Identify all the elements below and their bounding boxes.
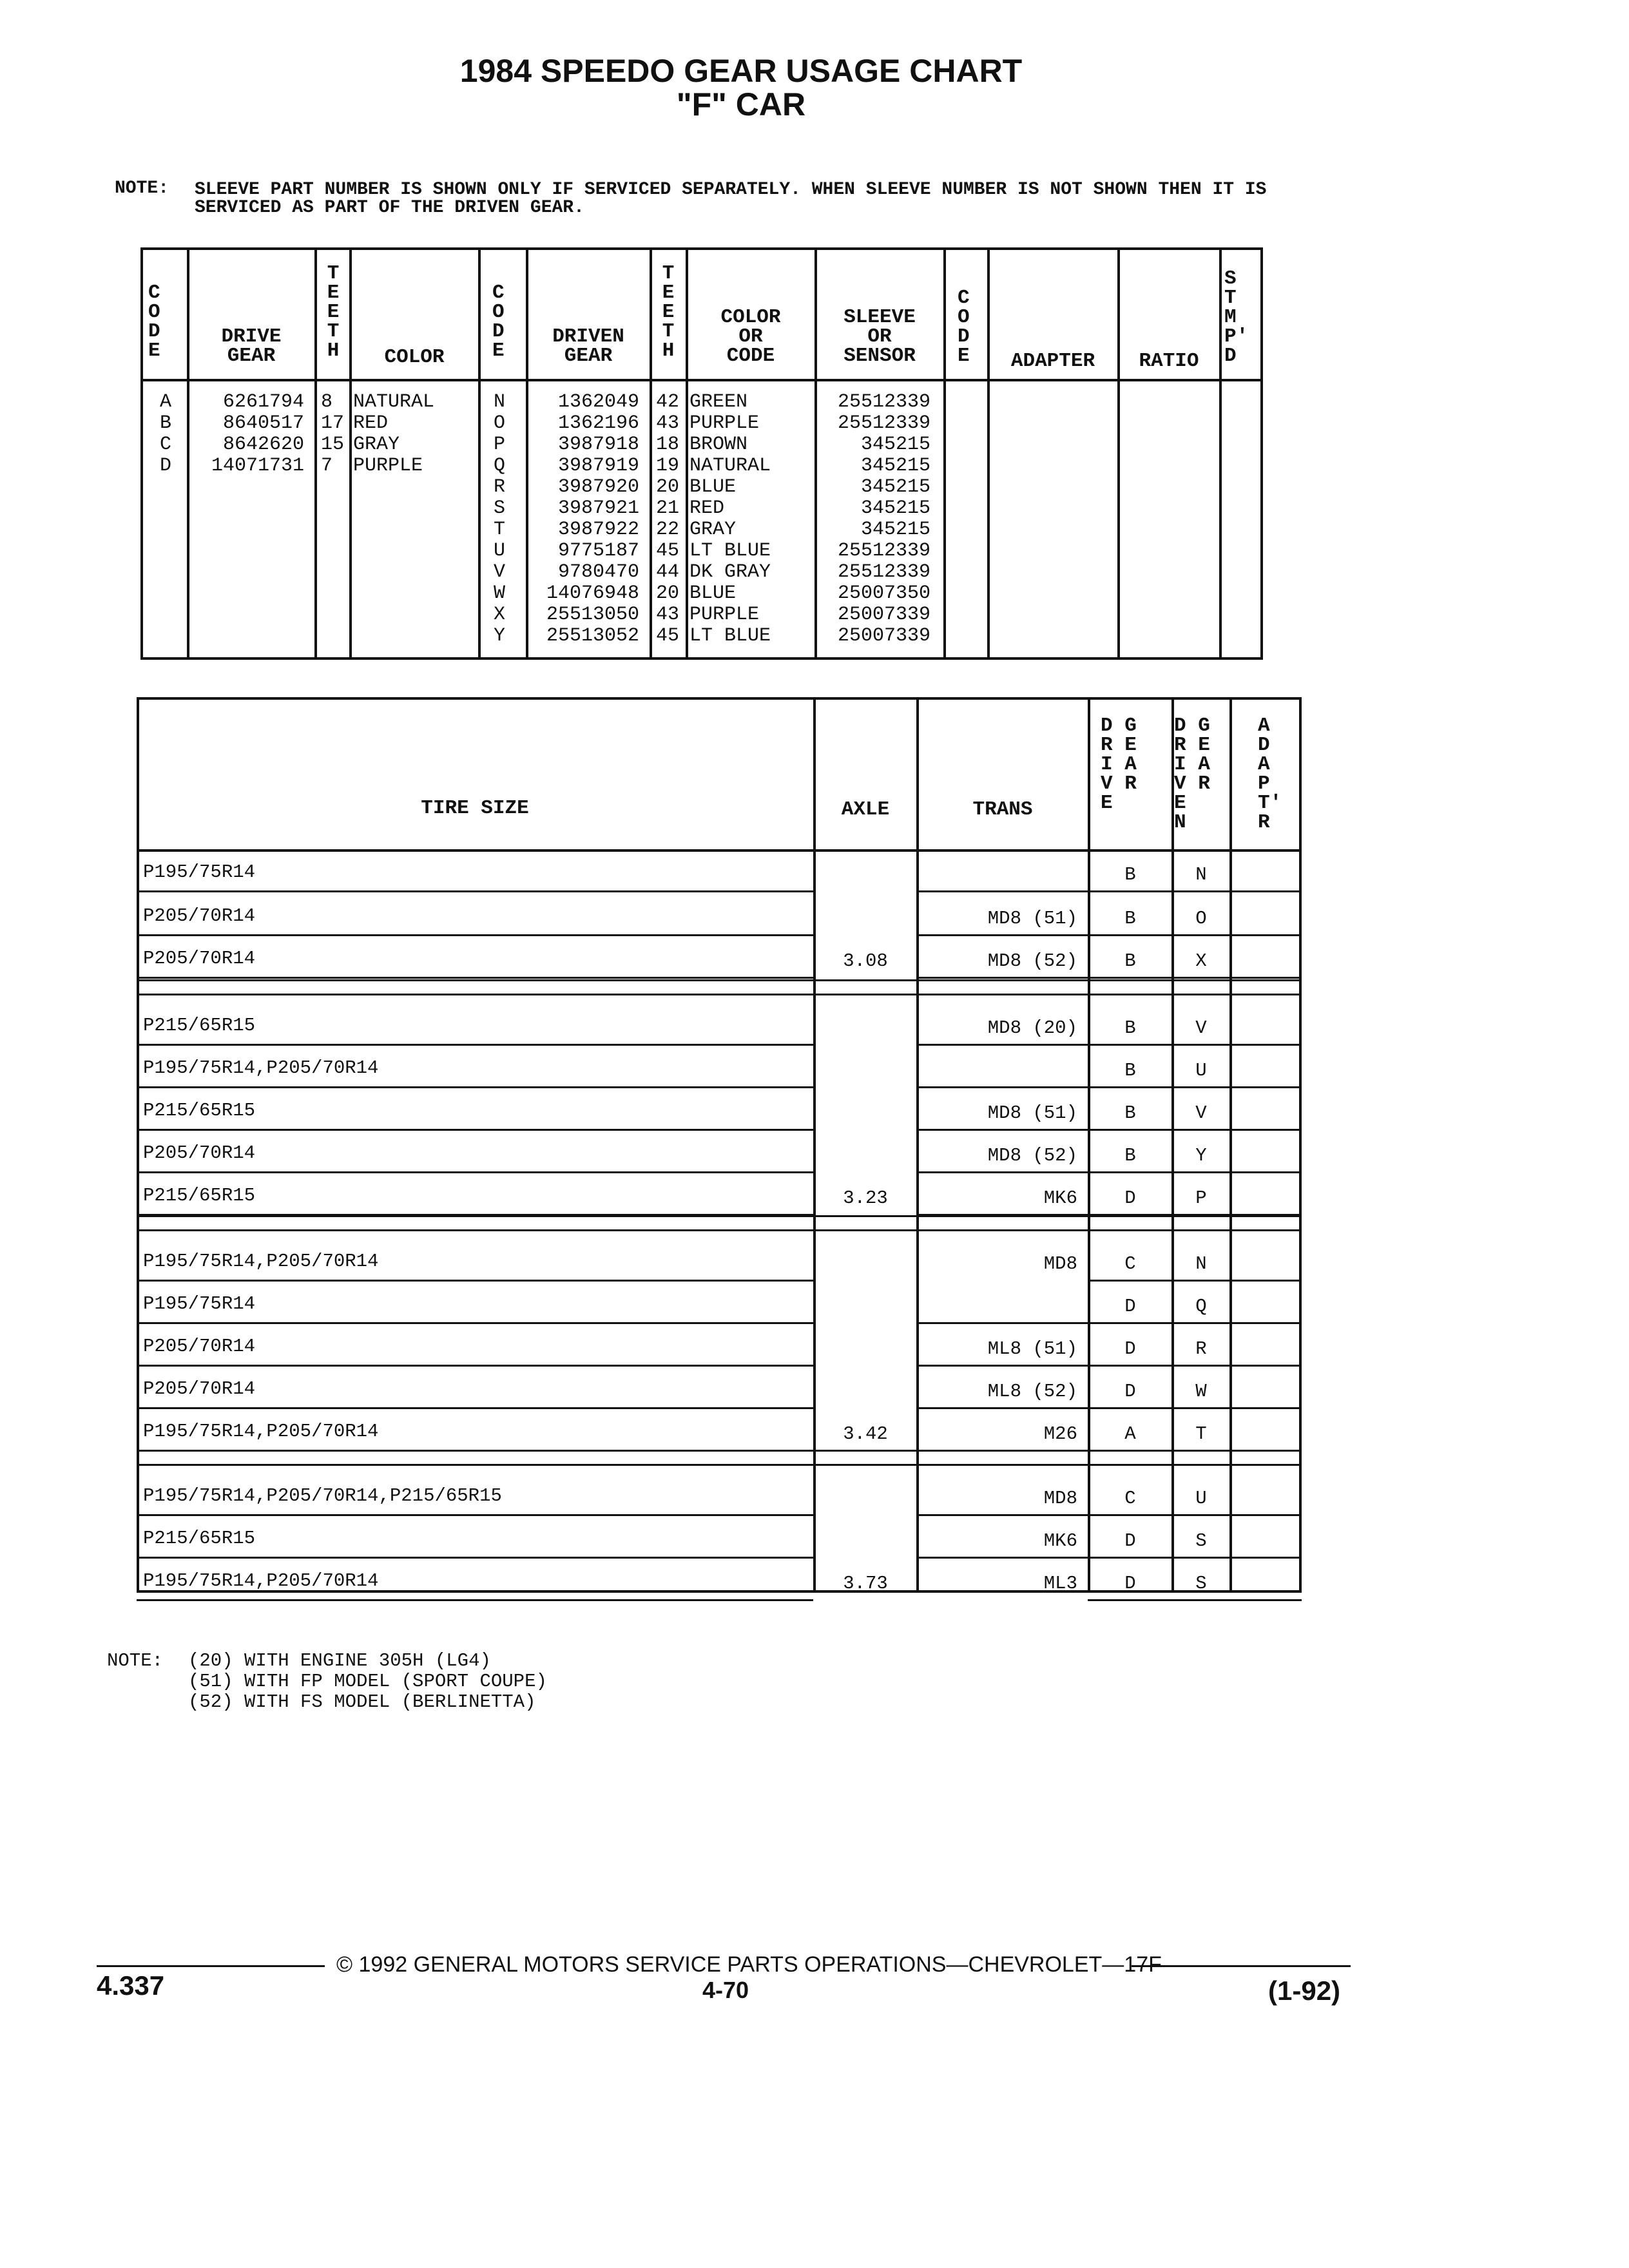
row-rule-trans (916, 1086, 1088, 1088)
drive-gear-code-cell: D (1124, 1296, 1136, 1317)
footer-copyright: © 1992 GENERAL MOTORS SERVICE PARTS OPERATIONS—CHEVROLET—17F (336, 1952, 1162, 1977)
driven-gear-code-cell: V (1195, 1017, 1207, 1039)
drive-gear-code-cell: B (1124, 950, 1136, 972)
drive-gear-code-cell: D (1124, 1530, 1136, 1552)
driven-gear-code-cell: N (1195, 1253, 1207, 1274)
trans-cell: MD8 (52) (987, 950, 1077, 972)
note-label: NOTE: (115, 178, 169, 198)
drive-gear-code-cell: B (1124, 1017, 1136, 1039)
row-rule-codes (1088, 890, 1302, 892)
group-rule (137, 1464, 1302, 1466)
header-trans: TRANS (972, 798, 1033, 821)
row-rule-trans (916, 1322, 1088, 1324)
drive-gear-code-cell: C (1124, 1253, 1136, 1274)
drive-gear-code-cell: D (1124, 1381, 1136, 1402)
header-teeth-driven: T E E T H (662, 262, 675, 362)
footer-page-number: 4-70 (702, 1977, 749, 2003)
row-rule-tire (137, 934, 813, 936)
driven-gear-code-cell: O (1195, 908, 1207, 929)
row-rule-codes (1088, 1599, 1302, 1601)
row-rule-trans (916, 1129, 1088, 1131)
row-rule-codes (1088, 1086, 1302, 1088)
axle-cell: 3.23 (843, 1187, 888, 1209)
header-drive-gear-code: D G R E I A V R E (1101, 715, 1137, 814)
row-rule-trans (916, 1407, 1088, 1409)
group-rule (137, 1215, 1302, 1217)
header-drive-gear: DRIVE GEAR (221, 325, 282, 367)
driven-gear-numbers: 1362049 1362196 3987918 3987919 3987920 3987921 3987922 9775187 9780470 14076948 25513050 25513052 (546, 391, 639, 647)
row-rule-tire (137, 1407, 813, 1409)
axle-cell: 3.73 (843, 1573, 888, 1594)
trans-cell: MD8 (52) (987, 1145, 1077, 1166)
note-line-1: SLEEVE PART NUMBER IS SHOWN ONLY IF SERVICED SEPARATELY. WHEN SLEEVE NUMBER IS NOT SHOWN THEN IT IS (195, 180, 1267, 200)
drive-gear-code-cell: D (1124, 1338, 1136, 1360)
gear-table-header-rule (140, 379, 1263, 381)
row-rule-tire (137, 1171, 813, 1173)
note-line-2: SERVICED AS PART OF THE DRIVEN GEAR. (195, 198, 584, 218)
header-axle: AXLE (841, 798, 890, 821)
trans-cell: ML8 (52) (987, 1381, 1077, 1402)
header-adapter-code: A D A P T' R (1258, 715, 1282, 834)
header-code-drive: C O D E (148, 282, 160, 362)
row-rule-codes (1088, 1322, 1302, 1324)
driven-gear-code-cell: N (1195, 864, 1207, 885)
footer-revision: (1-92) (1268, 1975, 1341, 2006)
footer-rule-left (97, 1965, 325, 1967)
row-rule-trans (916, 977, 1088, 979)
row-rule-tire (137, 1365, 813, 1367)
tire-size-cell: P195/75R14,P205/70R14 (143, 1570, 379, 1591)
tire-size-cell: P215/65R15 (143, 1528, 256, 1549)
tire-size-cell: P205/70R14 (143, 905, 256, 927)
row-rule-trans (916, 890, 1088, 892)
group-rule (137, 1450, 1302, 1452)
row-rule-codes (1088, 1557, 1302, 1559)
row-rule-tire (137, 1514, 813, 1516)
row-rule-codes (1088, 1407, 1302, 1409)
row-rule-codes (1088, 1514, 1302, 1516)
bottom-note-line-3: (52) WITH FS MODEL (BERLINETTA) (188, 1691, 536, 1713)
drive-gear-code-cell: B (1124, 1145, 1136, 1166)
row-rule-codes (1088, 1171, 1302, 1173)
row-rule-tire (137, 1599, 813, 1601)
row-rule-tire (137, 1086, 813, 1088)
row-rule-trans (916, 1514, 1088, 1516)
row-rule-trans (916, 1171, 1088, 1173)
trans-cell: MD8 (20) (987, 1017, 1077, 1039)
tire-size-cell: P195/75R14 (143, 1293, 256, 1314)
driven-gear-code-cell: Q (1195, 1296, 1207, 1317)
drive-colors: NATURAL RED GRAY PURPLE (353, 391, 435, 477)
trans-cell: MD8 (1043, 1488, 1077, 1509)
row-rule-tire (137, 890, 813, 892)
group-rule (137, 994, 1302, 995)
header-code-driven: C O D E (492, 282, 505, 362)
bottom-note-label: NOTE: (107, 1650, 164, 1671)
driven-gear-code-cell: S (1195, 1530, 1207, 1552)
trans-cell: ML8 (51) (987, 1338, 1077, 1360)
tire-size-cell: P205/70R14 (143, 1336, 256, 1357)
driven-gear-code-cell: U (1195, 1488, 1207, 1509)
tire-size-cell: P195/75R14,P205/70R14,P215/65R15 (143, 1485, 502, 1506)
axle-cell: 3.42 (843, 1423, 888, 1445)
drive-gear-code-cell: B (1124, 1102, 1136, 1124)
row-rule-tire (137, 1322, 813, 1324)
trans-cell: MK6 (1043, 1187, 1077, 1209)
drive-codes: A B C D (160, 391, 172, 477)
tire-size-cell: P195/75R14 (143, 861, 256, 883)
drive-teeth: 8 17 15 7 (321, 391, 345, 477)
driven-gear-code-cell: W (1195, 1381, 1207, 1402)
row-rule-codes (1088, 1129, 1302, 1131)
row-rule-tire (137, 1129, 813, 1131)
tire-size-cell: P205/70R14 (143, 1378, 256, 1399)
row-rule-trans (916, 1557, 1088, 1559)
drive-gear-code-cell: B (1124, 864, 1136, 885)
row-rule-trans (916, 1365, 1088, 1367)
header-ratio: RATIO (1139, 350, 1199, 372)
group-rule (137, 979, 1302, 981)
tire-size-cell: P215/65R15 (143, 1015, 256, 1036)
header-color-or-code: COLOR OR CODE (720, 306, 781, 367)
driven-gear-code-cell: X (1195, 950, 1207, 972)
trans-cell: MD8 (51) (987, 908, 1077, 929)
bottom-note-line-2: (51) WITH FP MODEL (SPORT COUPE) (188, 1671, 547, 1692)
driven-codes: N O P Q R S T U V W X Y (494, 391, 506, 647)
tire-size-cell: P195/75R14,P205/70R14 (143, 1057, 379, 1079)
driven-gear-code-cell: S (1195, 1573, 1207, 1594)
driven-gear-code-cell: V (1195, 1102, 1207, 1124)
driven-gear-code-cell: T (1195, 1423, 1207, 1445)
row-rule-tire (137, 1280, 813, 1282)
header-color-drive: COLOR (384, 346, 445, 369)
driven-teeth: 42 43 18 19 20 21 22 45 44 20 43 45 (656, 391, 680, 647)
header-driven-gear-code: D G R E I A V R E N (1174, 715, 1210, 834)
header-driven-gear: DRIVEN GEAR (552, 325, 624, 367)
row-rule-trans (916, 934, 1088, 936)
row-rule-trans (916, 1044, 1088, 1046)
drive-gear-code-cell: B (1124, 908, 1136, 929)
drive-gear-code-cell: D (1124, 1573, 1136, 1594)
tire-size-cell: P195/75R14,P205/70R14 (143, 1251, 379, 1272)
row-rule-tire (137, 1557, 813, 1559)
driven-gear-code-cell: U (1195, 1060, 1207, 1081)
driven-gear-code-cell: Y (1195, 1145, 1207, 1166)
header-stmpd: S T M P' D (1224, 267, 1249, 367)
header-adapter: ADAPTER (1010, 350, 1095, 372)
driven-gear-code-cell: R (1195, 1338, 1207, 1360)
header-code-adapter: C O D E (958, 287, 970, 367)
footer-rule-right (1132, 1965, 1351, 1967)
tire-size-cell: P205/70R14 (143, 1142, 256, 1164)
drive-gear-code-cell: D (1124, 1187, 1136, 1209)
trans-cell: M26 (1043, 1423, 1077, 1445)
usage-table-header-rule (137, 849, 1302, 852)
trans-cell: MK6 (1043, 1530, 1077, 1552)
driven-colors: GREEN PURPLE BROWN NATURAL BLUE RED GRAY LT BLUE DK GRAY BLUE PURPLE LT BLUE (689, 391, 771, 647)
axle-cell: 3.08 (843, 950, 888, 972)
sleeve-numbers: 25512339 25512339 345215 345215 345215 345215 345215 25512339 25512339 25007350 25007339 25007339 (837, 391, 930, 647)
tire-size-cell: P215/65R15 (143, 1185, 256, 1206)
header-sleeve-or-sensor: SLEEVE OR SENSOR (843, 306, 916, 367)
page-title: 1984 SPEEDO GEAR USAGE CHART (459, 53, 1023, 89)
trans-cell: MD8 (51) (987, 1102, 1077, 1124)
drive-gear-numbers: 6261794 8640517 8642620 14071731 (211, 391, 304, 477)
row-rule-codes (1088, 1280, 1302, 1282)
tire-size-cell: P195/75R14,P205/70R14 (143, 1421, 379, 1442)
group-rule (137, 1229, 1302, 1231)
tire-size-cell: P205/70R14 (143, 948, 256, 969)
row-rule-tire (137, 1044, 813, 1046)
drive-gear-code-cell: A (1124, 1423, 1136, 1445)
drive-gear-code-cell: B (1124, 1060, 1136, 1081)
footer-left-code: 4.337 (97, 1970, 165, 2001)
header-tire-size: TIRE SIZE (421, 797, 529, 820)
trans-cell: ML3 (1043, 1573, 1077, 1594)
row-rule-codes (1088, 1365, 1302, 1367)
row-rule-codes (1088, 1044, 1302, 1046)
header-teeth-drive: T E E T H (327, 262, 340, 362)
bottom-note-line-1: (20) WITH ENGINE 305H (LG4) (188, 1650, 491, 1671)
page-subtitle: "F" CAR (676, 86, 806, 122)
tire-size-cell: P215/65R15 (143, 1100, 256, 1121)
drive-gear-code-cell: C (1124, 1488, 1136, 1509)
trans-cell: MD8 (1043, 1253, 1077, 1274)
row-rule-codes (1088, 977, 1302, 979)
row-rule-codes (1088, 934, 1302, 936)
driven-gear-code-cell: P (1195, 1187, 1207, 1209)
row-rule-tire (137, 977, 813, 979)
